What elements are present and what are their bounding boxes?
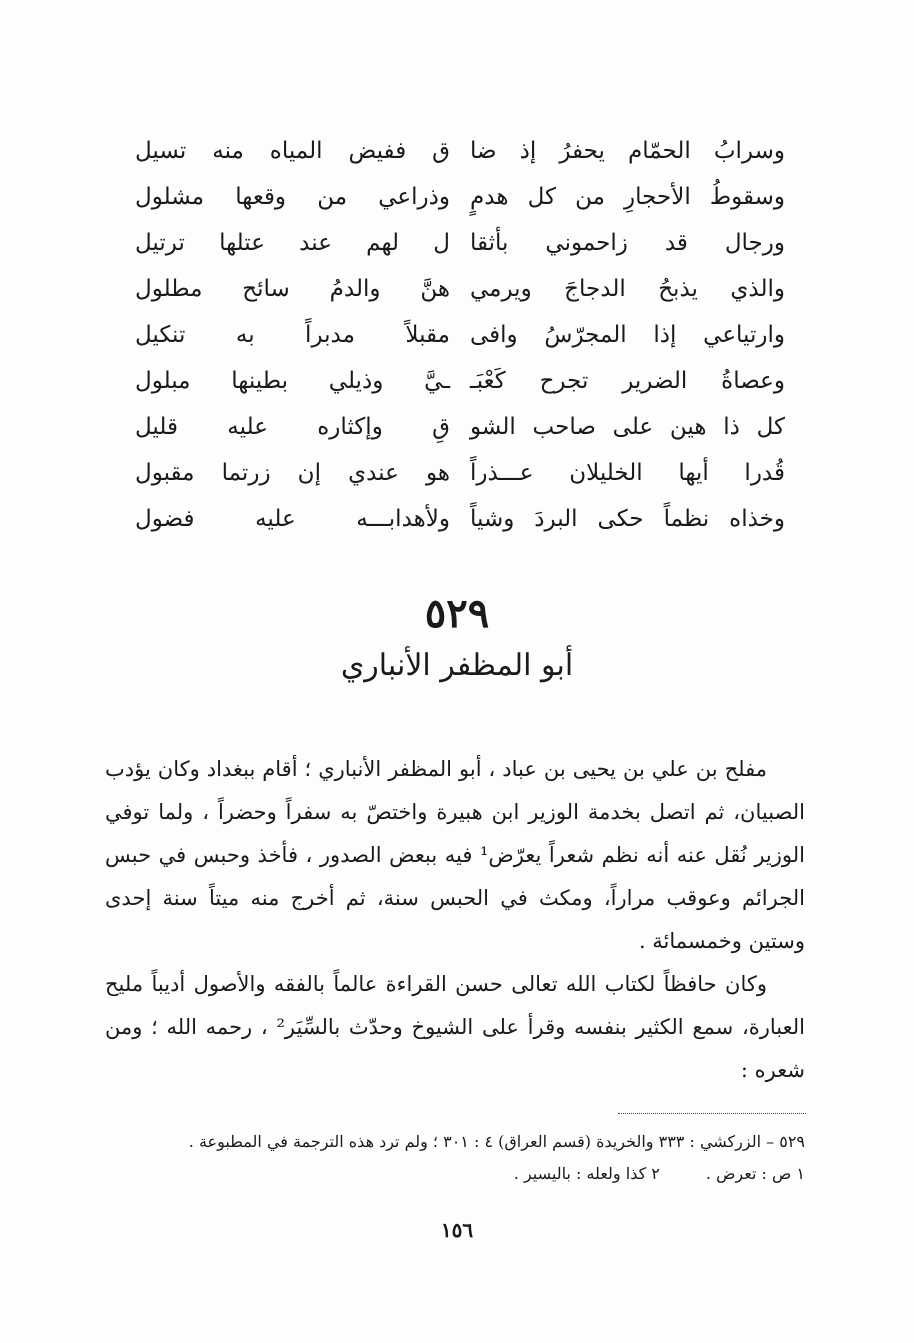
footnote-2: ٢ كذا ولعله : باليسير . (513, 1164, 660, 1183)
verse-second-hemistich: ـيَّ وذيلي بطينها مبلول (135, 368, 450, 394)
verse-second-hemistich: ولأهدابـــه عليه فضول (135, 506, 450, 532)
verse-second-hemistich: هنَّ والدمُ سائح مطلول (135, 276, 450, 302)
verse (135, 266, 785, 312)
verse (135, 174, 785, 220)
footnote-1: ١ ص : تعرض . (705, 1164, 805, 1183)
verse (135, 450, 785, 496)
footnote-source-line: ٥٢٩ – الزركشي : ٣٣٣ والخريدة (قسم العراق) ٤ : ٣٠١ ؛ ولم ترد هذه الترجمة في المطبوعة . (188, 1132, 805, 1151)
verse (135, 312, 785, 358)
entry-number: ٥٢٩ (424, 590, 490, 637)
verse-second-hemistich: وذراعي من وقعها مشلول (135, 184, 450, 210)
footnote-separator (618, 1113, 806, 1114)
page-number: ١٥٦ (440, 1218, 474, 1242)
verse-first-hemistich: وعصاةُ الضرير تجرح كَعْبَـ (470, 368, 785, 394)
verse-first-hemistich: وخذاه نظماً حكى البردَ وشياً (470, 506, 785, 532)
verse-first-hemistich: والذي يذبحُ الدجاجَ ويرمي (470, 276, 785, 302)
biography-paragraph: مفلح بن علي بن يحيى بن عباد ، أبو المظفر الأنباري ؛ أقام ببغداد وكان يؤدب الصبيان، ثم اتصل بخدمة الوزير ابن هبيرة واختصّ به سفراً وحضراً ، ولما توفي الوزير نُقل عنه أنه نظم شعراً يعرّض¹ فيه ببعض الصدور ، فأخذ وحبس في حبس الجرائم وعوقب مراراً، ومكث في الحبس سنة، ثم أخرج منه ميتاً سنة إحدى وستين وخمسمائة . (105, 757, 805, 953)
verse-second-hemistich: مقبلاً مدبراً به تنكيل (135, 322, 450, 348)
verse (135, 220, 785, 266)
verse-first-hemistich: وسقوطُ الأحجارِ من كل هدمٍ (470, 184, 785, 210)
verse-first-hemistich: وسرابُ الحمّام يحفرُ إذ ضا (470, 138, 785, 164)
verse-second-hemistich: ق ففيض المياه منه تسيل (135, 138, 450, 164)
verse (135, 496, 785, 542)
footnotes (105, 1126, 805, 1190)
verse (135, 404, 785, 450)
footnote-row (105, 1158, 805, 1190)
verse-second-hemistich: قِ وإكثاره عليه قليل (135, 414, 450, 440)
verse-first-hemistich: قُدرا أيها الخليلان عـــذراً (470, 460, 785, 486)
verse-first-hemistich: ورجال قد زاحموني بأثقا (470, 230, 785, 256)
biography-text (105, 748, 805, 1092)
verse-first-hemistich: وارتياعي إذا المجرّسُ وافى (470, 322, 785, 348)
verse-first-hemistich: كل ذا هين على صاحب الشو (470, 414, 785, 440)
verse (135, 128, 785, 174)
verse-second-hemistich: هو عندي إن زرتما مقبول (135, 460, 450, 486)
verse (135, 358, 785, 404)
biography-paragraph: وكان حافظاً لكتاب الله تعالى حسن القراءة عالماً بالفقه والأصول أديباً مليح العبارة، سمع الكثير بنفسه وقرأ على الشيوخ وحدّث بالسِّيَر² ، رحمه الله ؛ ومن شعره : (105, 972, 806, 1082)
entry-title: أبو المظفر الأنباري (340, 648, 574, 683)
verse-second-hemistich: ل لهم عند عتلها ترتيل (135, 230, 450, 256)
poem-block (135, 128, 785, 542)
